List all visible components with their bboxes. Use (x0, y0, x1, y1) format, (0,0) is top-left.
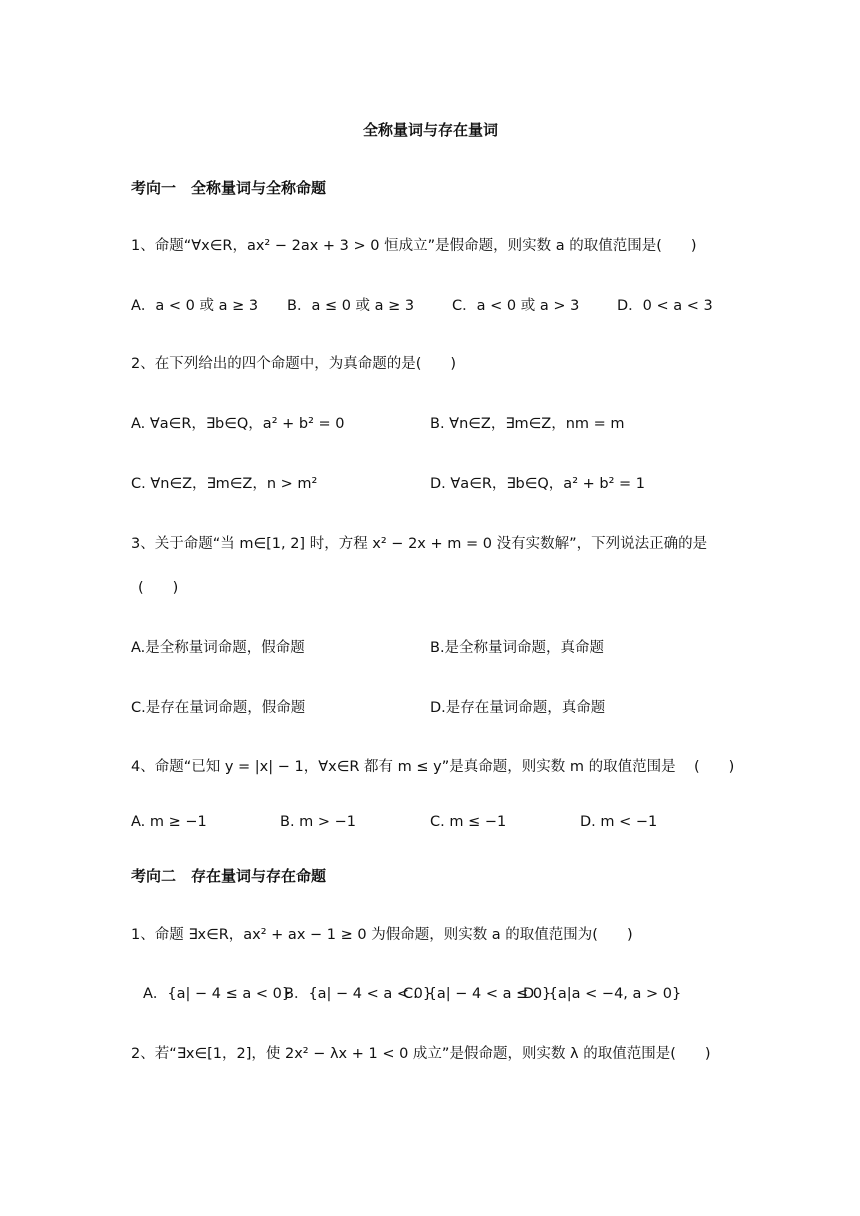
option-c: C．{a| − 4 < a ≤ 0} (403, 986, 552, 1002)
option-c: C. m ≤ −1 (430, 814, 507, 830)
option-d: D．0 < a < 3 (617, 298, 713, 314)
option-c: C.是存在量词命题，假命题 (131, 700, 306, 716)
question-stem: 1、命题“∀x∈R，ax² − 2ax + 3 > 0 恒成立”是假命题，则实数 a 的取值范围是( ) (131, 238, 697, 254)
question-stem: 4、命题“已知 y = |x| − 1，∀x∈R 都有 m ≤ y”是真命题，则实数 m 的取值范围是 (131, 759, 676, 775)
question-stem: 2、在下列给出的四个命题中，为真命题的是( ) (131, 356, 457, 372)
option-d: D. ∀a∈R，∃b∈Q，a² + b² = 1 (430, 476, 645, 492)
option-a: A. ∀a∈R，∃b∈Q，a² + b² = 0 (131, 416, 345, 432)
option-a: A．{a| − 4 ≤ a < 0} (143, 986, 292, 1002)
option-a: A. m ≥ −1 (131, 814, 207, 830)
option-b: B. m > −1 (280, 814, 357, 830)
option-b: B. ∀n∈Z，∃m∈Z，nm = m (430, 416, 625, 432)
option-d: D．{a|a < −4, a > 0} (523, 986, 682, 1002)
section-heading: 考向一 全称量词与全称命题 (131, 179, 327, 197)
question-answer-paren: ( ) (138, 580, 179, 596)
question-stem: 2、若“∃x∈[1，2]，使 2x² − λx + 1 < 0 成立”是假命题，则实数 λ 的取值范围是( ) (131, 1046, 711, 1062)
option-d: D.是存在量词命题，真命题 (430, 700, 606, 716)
option-d: D. m < −1 (580, 814, 658, 830)
section-heading: 考向二 存在量词与存在命题 (131, 867, 327, 885)
option-a: A．a < 0 或 a ≥ 3 (131, 298, 259, 314)
question-stem: 3、关于命题“当 m∈[1, 2] 时，方程 x² − 2x + m = 0 没有实数解”，下列说法正确的是 (131, 536, 708, 552)
question-stem: 1、命题 ∃x∈R，ax² + ax − 1 ≥ 0 为假命题，则实数 a 的取值范围为( ) (131, 927, 633, 943)
option-b: B．{a| − 4 < a < 0} (284, 986, 433, 1002)
question-answer-paren: ( ) (694, 759, 735, 775)
option-a: A.是全称量词命题，假命题 (131, 640, 305, 656)
option-b: B.是全称量词命题，真命题 (430, 640, 605, 656)
document-title: 全称量词与存在量词 (363, 121, 499, 139)
option-b: B．a ≤ 0 或 a ≥ 3 (287, 298, 415, 314)
option-c: C. ∀n∈Z，∃m∈Z，n > m² (131, 476, 318, 492)
option-c: C．a < 0 或 a > 3 (452, 298, 580, 314)
